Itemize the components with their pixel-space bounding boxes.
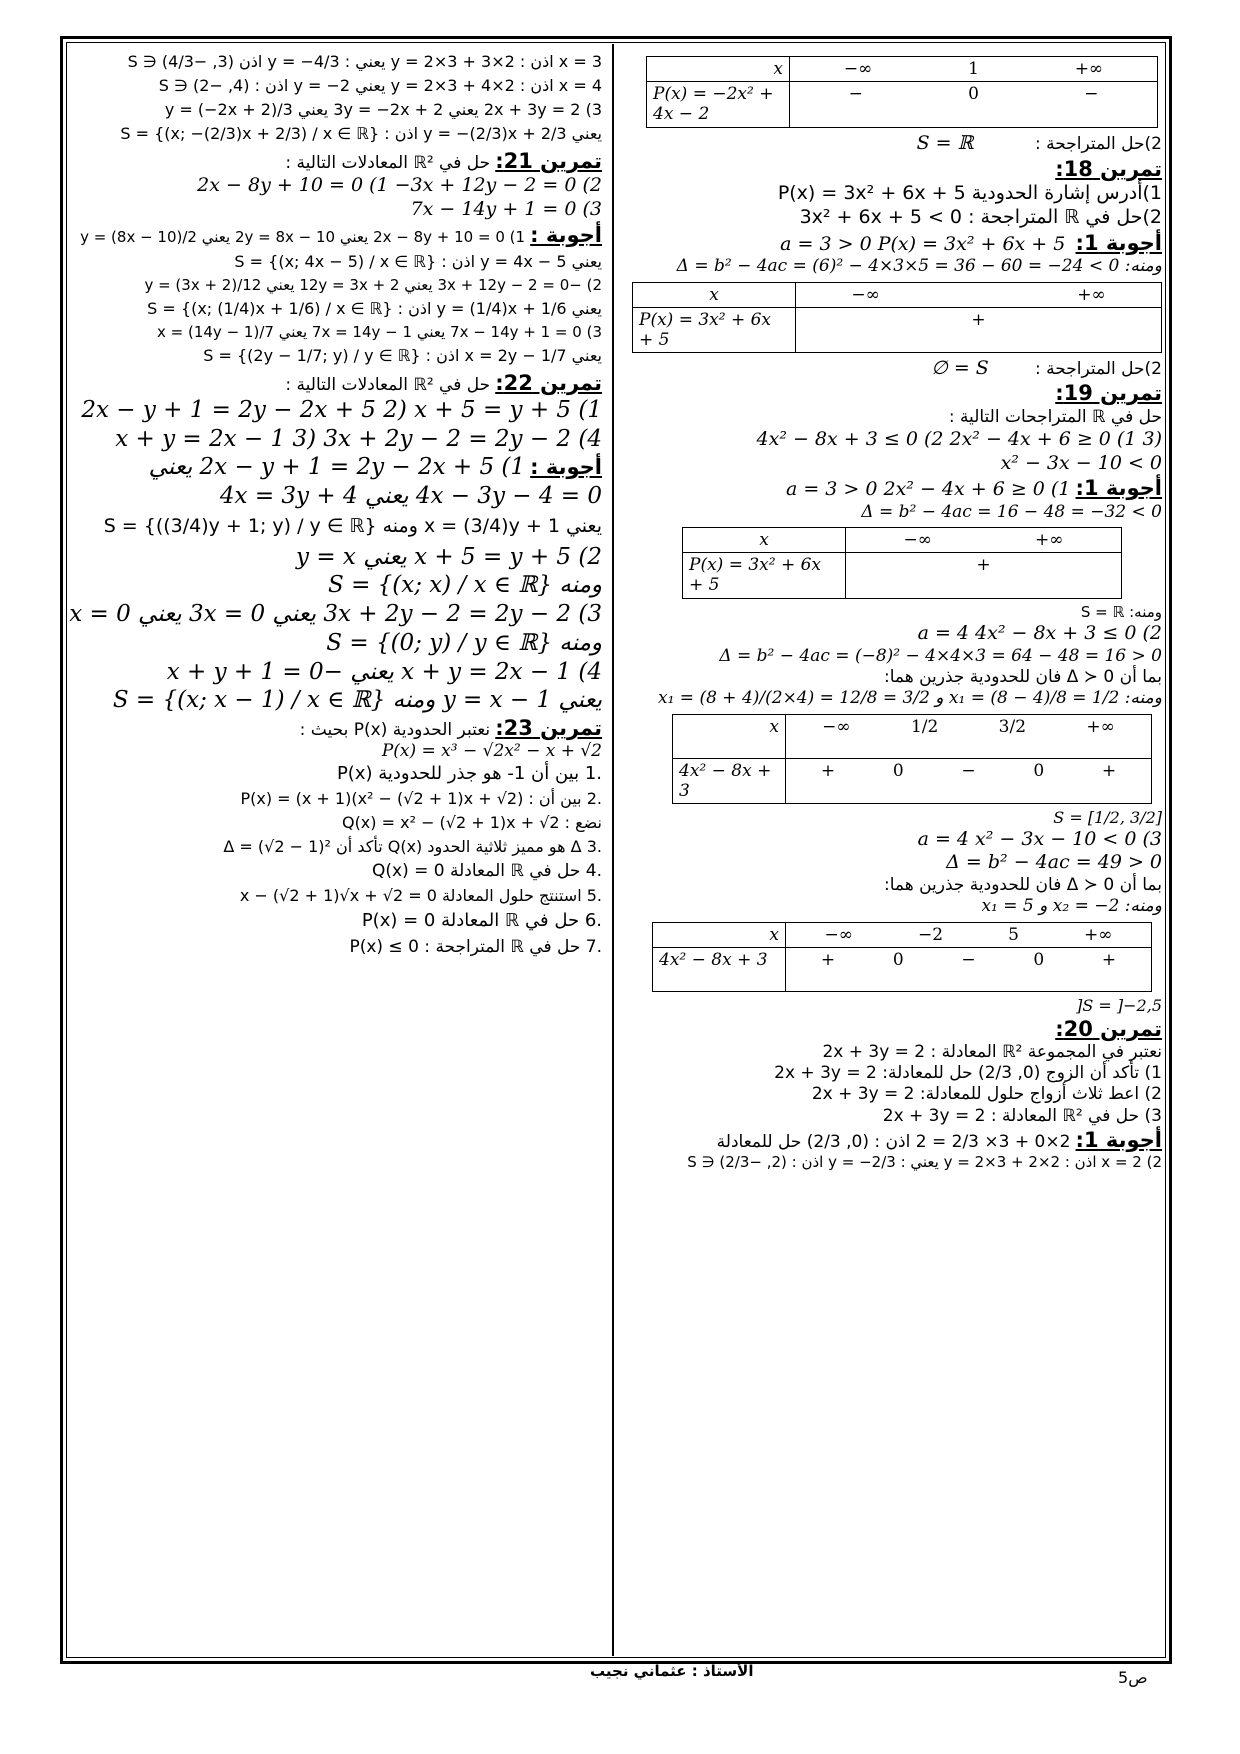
line-l1: x = 3 اذن : 2×3 + 3×y = 2 يعني : y = −4/3 اذن (3, −4/3) ∈ S: [127, 52, 602, 71]
line-r7: حل في ℝ المتراجحات التالية :: [948, 406, 1162, 427]
line-l31: .3 Δ هو مميز ثلاثية الحدود Q(x) تأكد أن Δ = (√2 − 1)²: [223, 837, 602, 856]
line-l12: 3) 7x − 14y + 1 = 0 يعني 7x = 14y − 1 يعني x = (14y − 1)/7: [157, 322, 602, 341]
line-l16: 4) x + y = 2x − 1 3) 3x + 2y − 2 = 2y − 2: [115, 425, 602, 452]
line-l8: أجوبة : 1) 2x − 8y + 10 = 0 يعني 2y = 8x − 10 يعني y = (8x − 10)/2: [80, 222, 602, 247]
line-l13: يعني x = 2y − 1/7 اذن : S = {(2y − 1/7; y) / y ∈ ℝ}: [203, 345, 602, 365]
line-r1: 2)حل المتراجحة : S = ℝ: [916, 132, 1162, 154]
line-l29: .2 بين أن : P(x) = (x + 1)(x² − (√2 + 1)x + √2): [240, 789, 602, 808]
line-l28: .1 بين أن 1- هو جذر للحدودية P(x): [336, 762, 602, 784]
line-r14: Δ = b² − 4ac = (−8)² − 4×4×3 = 64 − 48 = 16 > 0: [719, 645, 1162, 666]
line-l20: 2) x + 5 = y + 5 يعني y = x: [296, 543, 602, 570]
line-r2: 1)أدرس إشارة الحدودية P(x) = 3x² + 6x + 5: [777, 182, 1162, 204]
line-l34: .6 حل في ℝ المعادلة P(x) = 0: [361, 910, 602, 932]
line-r15: بما أن Δ ≻ 0 فان للحدودية جذرين هما:: [883, 667, 1162, 687]
sign-table-1: x −∞ 1 +∞ P(x) = −2x² + 4x − 2 − 0 −: [646, 56, 1158, 128]
line-r19: Δ = b² − 4ac = 49 > 0: [946, 851, 1162, 874]
left-column: [69, 52, 602, 958]
line-r21: ومنه: x₂ = −2 و x₁ = 5: [981, 896, 1162, 917]
line-r6: 2)حل المتراجحة : S = ∅: [931, 356, 1162, 379]
line-l9: يعني y = 4x − 5 اذن : S = {(x; 4x − 5) / x ∈ ℝ}: [234, 252, 602, 271]
line-r26: 3) حل في ℝ² المعادلة : 2x + 3y = 2: [882, 1105, 1162, 1126]
column-divider: [612, 44, 614, 1656]
line-r11: Δ = b² − 4ac = 16 − 48 = −32 < 0: [861, 502, 1162, 522]
line-r12: ومنه: S = ℝ: [1080, 603, 1162, 622]
line-r18: a = 4 x² − 3x − 10 < 0 (3: [917, 827, 1162, 850]
line-r22: S = ]−2,5[: [1076, 995, 1162, 1015]
sign-table-4: x −∞ 1/2 3/2 +∞ 4x² − 8x + 3 + 0 − 0 +: [672, 714, 1152, 804]
line-l18: 4x − 3y − 4 = 0 يعني 4x = 3y + 4: [219, 483, 602, 509]
sign-table-3: x −∞ +∞ P(x) = 3x² + 6x + 5 +: [682, 527, 1122, 599]
line-l3: 3) 2x + 3y = 2 يعني 3y = −2x + 2 يعني y = (−2x + 2)/3: [164, 100, 602, 119]
line-r5: ومنه: Δ = b² − 4ac = (6)² − 4×3×5 = 36 − 60 = −24 < 0: [676, 256, 1162, 277]
sign-table-5: x −∞ −2 5 +∞ 4x² − 8x + 3 + 0 − 0 +: [652, 922, 1152, 992]
line-l10: 2) −3x + 12y − 2 = 0 يعني 12y = 3x + 2 يعني y = (3x + 2)/12: [144, 276, 602, 294]
line-r24: 1) تأكد أن الزوج (0, 2/3) حل للمعادلة: 2x + 3y = 2: [774, 1063, 1162, 1083]
line-l5: تمرين 21: حل في ℝ² المعادلات التالية :: [285, 149, 602, 173]
exercise-18-title: تمرين 18:: [1055, 156, 1162, 181]
line-l21: ومنه S = {(x; x) / x ∈ ℝ}: [328, 572, 602, 599]
line-r9: x² − 3x − 10 < 0: [1000, 451, 1162, 474]
line-l24: 4) x + y = 2x − 1 يعني −x + y + 1 = 0: [166, 658, 602, 685]
line-r16: ومنه: x₁ = (8 − 4)/8 = 1/2 و x₁ = (8 + 4)/(2×4) = 12/8 = 3/2: [657, 688, 1162, 709]
line-r3: 2)حل في ℝ المتراجحة : 3x² + 6x + 5 < 0: [799, 205, 1162, 228]
line-l14: تمرين 22: حل في ℝ² المعادلات التالية :: [285, 370, 602, 395]
footer-teacher: الأستاذ : عثماني نجيب: [590, 1662, 754, 1680]
sign-table-2: x −∞ +∞ P(x) = 3x² + 6x + 5 +: [632, 282, 1162, 353]
line-l11: يعني y = (1/4)x + 1/6 اذن : S = {(x; (1/4)x + 1/6) / x ∈ ℝ}: [147, 298, 602, 318]
line-l19: يعني x = (3/4)y + 1 ومنه S = {((3/4)y + 1; y) / y ∈ ℝ}: [103, 514, 602, 537]
line-r10: أجوبة 1: a = 3 > 0 2x² − 4x + 6 ≥ 0 (1: [785, 476, 1162, 501]
line-l23: ومنه S = {(0; y) / y ∈ ℝ}: [326, 629, 602, 656]
exercise-20-title: تمرين 20:: [1055, 1016, 1162, 1041]
right-column: [624, 52, 1162, 1172]
table-poly: P(x) = −2x² + 4x − 2: [647, 82, 790, 128]
line-l17: أجوبة : 1) 2x − y + 1 = 2y − 2x + 5 يعني: [148, 454, 602, 481]
line-l22: 3) 3x + 2y − 2 = 2y − 2 يعني 3x = 0 يعني x = 0: [69, 601, 602, 627]
line-l7: 7x − 14y + 1 = 0 (3: [410, 198, 602, 220]
line-l15: 1) 2x − y + 1 = 2y − 2x + 5 2) x + 5 = y + 5: [81, 396, 602, 423]
line-r27: أجوبة 1: 2×0 + 3× 2/3 = 2 اذن : (0, 2/3) حل للمعادلة: [716, 1127, 1162, 1152]
line-r20: بما أن Δ ≻ 0 فان للحدودية جذرين هما:: [883, 875, 1162, 895]
line-l27: P(x) = x³ − √2x² − x + √2: [381, 741, 602, 762]
line-r17: S = [1/2, 3/2]: [1053, 807, 1162, 827]
line-l2: x = 4 اذن : 2×4 + 3×y = 2 يعني y = −2 اذن : (4, −2) ∈ S: [158, 76, 602, 95]
line-r8: (3 4x² − 8x + 3 ≤ 0 (2 2x² − 4x + 6 ≥ 0 (1: [756, 427, 1162, 450]
line-l32: .4 حل في ℝ المعادلة Q(x) = 0: [372, 861, 602, 881]
line-l6: 2x − 8y + 10 = 0 (1 −3x + 12y − 2 = 0 (2: [197, 174, 602, 197]
line-l35: .7 حل في ℝ المتراجحة : P(x) ≤ 0: [349, 936, 602, 957]
line-r4: أجوبة 1: a = 3 > 0 P(x) = 3x² + 6x + 5: [780, 230, 1162, 255]
table-header-x: x: [647, 57, 790, 82]
line-r28: x = 2 (2 اذن : 2×2 + 3×y = 2 يعني : y = −2/3 اذن : (2, −2/3) ∈ S: [687, 1153, 1162, 1171]
line-l33: .5 استنتج حلول المعادلة x − (√2 + 1)√x + √2 = 0: [239, 886, 602, 906]
line-l25: يعني y = x − 1 ومنه S = {(x; x − 1) / x ∈ ℝ}: [112, 687, 602, 714]
line-r13: a = 4 4x² − 8x + 3 ≤ 0 (2: [917, 622, 1162, 644]
footer-page-number: ص5: [1118, 1668, 1148, 1687]
line-l4: يعني y = −(2/3)x + 2/3 اذن : S = {(x; −(2/3)x + 2/3) / x ∈ ℝ}: [120, 124, 602, 143]
line-r25: 2) اعط ثلاث أزواج حلول للمعادلة: 2x + 3y = 2: [811, 1084, 1162, 1105]
line-l26: تمرين 23: نعتبر الحدودية P(x) بحيث :: [299, 716, 602, 740]
line-r23: نعتبر في المجموعة ℝ² المعادلة : 2x + 3y = 2: [822, 1041, 1162, 1062]
exercise-19-title: تمرين 19:: [1055, 381, 1162, 406]
line-l30: نضع : Q(x) = x² − (√2 + 1)x + √2: [341, 813, 602, 832]
